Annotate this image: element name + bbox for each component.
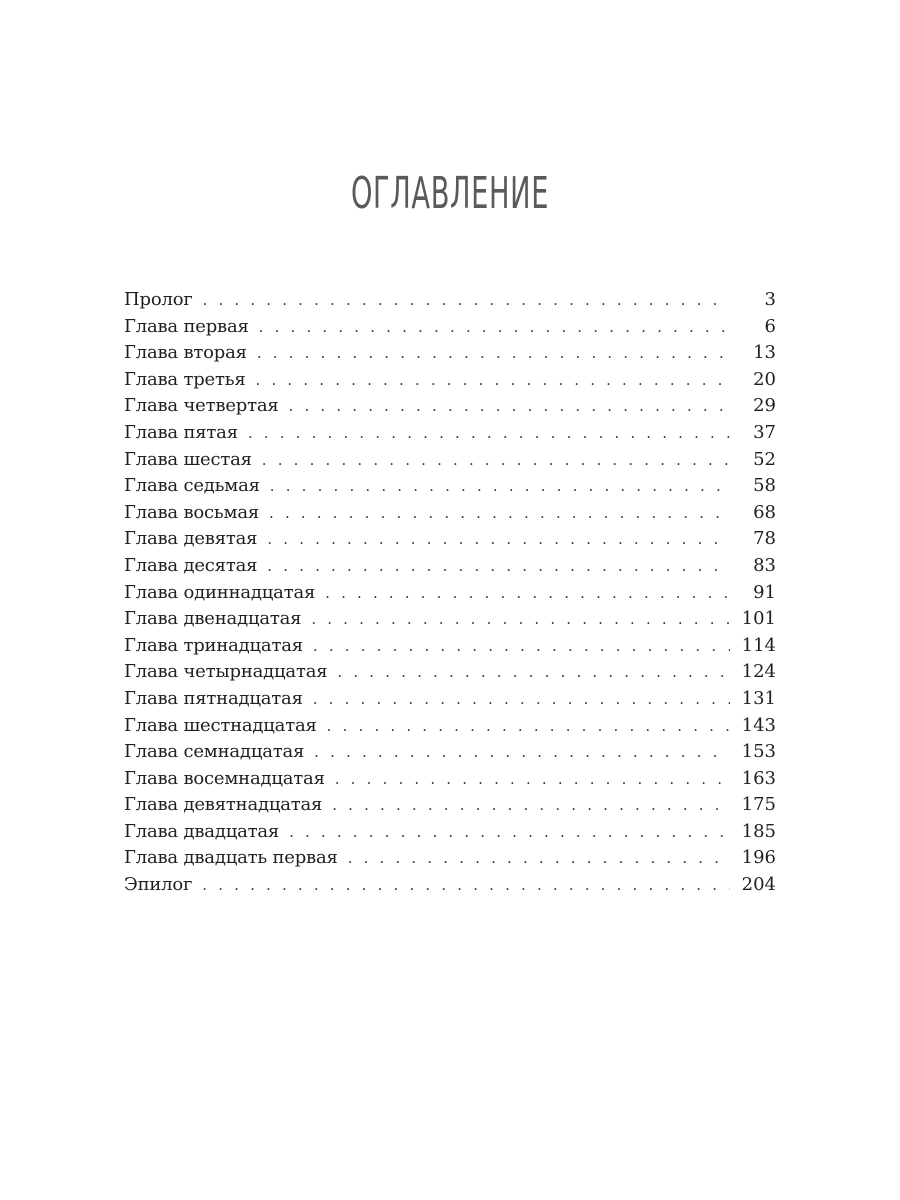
toc-entry-page-number: 37 [753, 421, 776, 443]
dot-leader [259, 314, 730, 341]
toc-entry [124, 287, 776, 314]
dot-leader [289, 393, 730, 420]
toc-entry-label: Глава седьмая [124, 475, 260, 497]
toc-entry-page-number: 52 [753, 448, 776, 470]
toc-entry-page-number: 91 [753, 581, 776, 603]
dot-leader [202, 872, 730, 899]
toc-entry [124, 314, 776, 341]
dot-leader [348, 845, 730, 872]
toc-entry-page-number: 78 [753, 528, 776, 550]
toc-entry-page-number: 185 [741, 820, 776, 842]
toc-entry-label: Глава пятая [124, 421, 238, 443]
toc-entry-page-number: 3 [764, 289, 776, 310]
page-title: ОГЛАВЛЕНИЕ [350, 168, 550, 219]
toc-entry-label: Эпилог [124, 874, 193, 896]
dot-leader [332, 792, 730, 819]
toc-entry-label: Глава восьмая [124, 501, 260, 523]
dot-leader [270, 473, 730, 500]
toc-entry-page-number: 131 [741, 687, 776, 709]
dot-leader [325, 580, 730, 607]
toc-entry-page-number: 204 [741, 874, 776, 896]
toc-entry-label: Глава тринадцатая [124, 634, 303, 656]
toc-entry-label: Глава шестая [124, 448, 252, 470]
toc-entry-label: Глава четвертая [124, 395, 279, 417]
toc-entry-label: Глава пятнадцатая [124, 687, 303, 709]
dot-leader [248, 420, 730, 447]
table-of-contents [124, 287, 776, 899]
toc-entry-label: Глава вторая [124, 342, 247, 364]
toc-entry [124, 739, 776, 766]
toc-entry-label: Глава четырнадцатая [124, 661, 328, 683]
toc-entry [124, 819, 776, 846]
toc-entry-page-number: 196 [741, 847, 776, 869]
toc-entry-label: Глава двадцать первая [124, 847, 338, 869]
toc-entry [124, 393, 776, 420]
toc-entry-label: Глава первая [124, 315, 249, 337]
dot-leader [262, 447, 730, 474]
dot-leader [335, 766, 730, 793]
dot-leader [269, 500, 730, 527]
toc-entry-label: Глава восемнадцатая [124, 767, 325, 789]
toc-entry-page-number: 58 [753, 475, 776, 497]
toc-entry [124, 447, 776, 474]
dot-leader [313, 686, 730, 713]
toc-entry [124, 367, 776, 394]
dot-leader [327, 713, 730, 740]
toc-entry-page-number: 101 [741, 608, 776, 630]
toc-entry-label: Глава одиннадцатая [124, 581, 316, 603]
toc-entry [124, 580, 776, 607]
toc-entry-page-number: 143 [741, 714, 776, 736]
toc-entry [124, 766, 776, 793]
toc-entry [124, 872, 776, 899]
toc-entry-page-number: 124 [741, 661, 776, 683]
toc-entry-page-number: 163 [741, 767, 776, 789]
toc-entry [124, 340, 776, 367]
toc-entry-label: Глава шестнадцатая [124, 714, 317, 736]
dot-leader [313, 633, 730, 660]
dot-leader [267, 553, 730, 580]
dot-leader [337, 659, 730, 686]
dot-leader [203, 287, 730, 314]
toc-entry-label: Глава девятая [124, 528, 258, 550]
toc-entry [124, 792, 776, 819]
toc-entry [124, 686, 776, 713]
toc-entry [124, 553, 776, 580]
toc-entry-page-number: 6 [764, 315, 776, 337]
toc-entry [124, 526, 776, 553]
toc-entry-page-number: 20 [753, 368, 776, 390]
toc-entry-label: Глава семнадцатая [124, 741, 305, 763]
toc-entry-page-number: 175 [741, 794, 776, 816]
toc-entry-page-number: 114 [741, 634, 776, 656]
toc-entry-page-number: 68 [753, 501, 776, 523]
toc-entry-label: Глава двадцатая [124, 820, 280, 842]
toc-entry [124, 500, 776, 527]
toc-entry-page-number: 13 [753, 342, 776, 364]
toc-entry [124, 845, 776, 872]
toc-entry-label: Пролог [124, 289, 193, 310]
toc-entry [124, 473, 776, 500]
toc-entry [124, 606, 776, 633]
dot-leader [267, 526, 730, 553]
dot-leader [311, 606, 730, 633]
toc-entry [124, 713, 776, 740]
toc-entry-label: Глава третья [124, 368, 246, 390]
dot-leader [314, 739, 730, 766]
toc-entry-label: Глава десятая [124, 554, 258, 576]
dot-leader [257, 340, 730, 367]
toc-entry-page-number: 153 [741, 741, 776, 763]
toc-entry [124, 659, 776, 686]
toc-entry-label: Глава девятнадцатая [124, 794, 323, 816]
toc-entry [124, 420, 776, 447]
toc-entry-page-number: 83 [753, 554, 776, 576]
dot-leader [289, 819, 730, 846]
toc-entry-page-number: 29 [753, 395, 776, 417]
toc-entry [124, 633, 776, 660]
toc-entry-label: Глава двенадцатая [124, 608, 302, 630]
dot-leader [256, 367, 730, 394]
